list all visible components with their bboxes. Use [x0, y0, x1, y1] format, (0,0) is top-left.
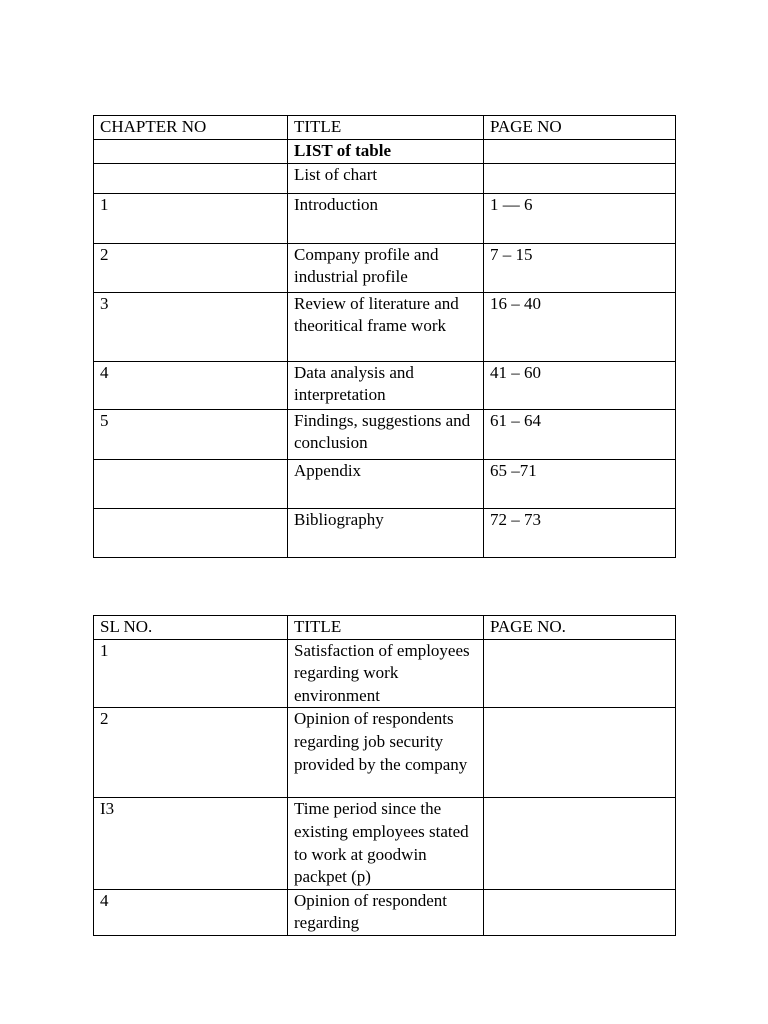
title-cell: Opinion of respondents regarding job security provided by the company: [288, 708, 484, 798]
title-cell: Appendix: [288, 459, 484, 508]
chapter-cell: [94, 459, 288, 508]
column-header: PAGE NO: [484, 116, 676, 140]
title-cell: LIST of table: [288, 140, 484, 164]
table-header-row: [94, 116, 676, 140]
column-header: TITLE: [288, 616, 484, 640]
chapter-cell: 3: [94, 292, 288, 361]
title-cell: Company profile and industrial profile: [288, 243, 484, 292]
page-cell: 7 – 15: [484, 243, 676, 292]
column-header: TITLE: [288, 116, 484, 140]
page-cell: [484, 163, 676, 193]
chapter-cell: [94, 140, 288, 164]
title-cell: List of chart: [288, 163, 484, 193]
page-cell: [484, 889, 676, 935]
list-of-tables-table: [93, 615, 676, 936]
sl-cell: I3: [94, 798, 288, 889]
table-row: [94, 163, 676, 193]
page-cell: 41 – 60: [484, 361, 676, 409]
page-cell: [484, 798, 676, 889]
chapter-cell: [94, 508, 288, 557]
contents-table: [93, 115, 676, 558]
page-cell: 1 — 6: [484, 193, 676, 243]
page-cell: [484, 708, 676, 798]
title-cell: Data analysis and interpretation: [288, 361, 484, 409]
sl-cell: 4: [94, 889, 288, 935]
column-header: CHAPTER NO: [94, 116, 288, 140]
sl-cell: 2: [94, 708, 288, 798]
table-row: [94, 409, 676, 459]
chapter-cell: 5: [94, 409, 288, 459]
title-cell: Bibliography: [288, 508, 484, 557]
title-cell: Time period since the existing employees stated to work at goodwin packpet (p): [288, 798, 484, 889]
table-header-row: [94, 616, 676, 640]
chapter-cell: 2: [94, 243, 288, 292]
title-cell: Opinion of respondent regarding: [288, 889, 484, 935]
column-header: PAGE NO.: [484, 616, 676, 640]
table-row: [94, 361, 676, 409]
page-cell: [484, 140, 676, 164]
table-row: [94, 292, 676, 361]
page-cell: 65 –71: [484, 459, 676, 508]
chapter-cell: [94, 163, 288, 193]
title-cell: Findings, suggestions and conclusion: [288, 409, 484, 459]
table-row: [94, 708, 676, 798]
title-cell: Review of literature and theoritical frame work: [288, 292, 484, 361]
table-row: [94, 193, 676, 243]
table-row: [94, 508, 676, 557]
table-row: [94, 243, 676, 292]
table-row: [94, 459, 676, 508]
column-header: SL NO.: [94, 616, 288, 640]
table-row: [94, 889, 676, 935]
table-row: [94, 798, 676, 889]
chapter-cell: 4: [94, 361, 288, 409]
title-cell: Satisfaction of employees regarding work environment: [288, 639, 484, 708]
title-cell: Introduction: [288, 193, 484, 243]
table-row: [94, 140, 676, 164]
page-cell: 72 – 73: [484, 508, 676, 557]
page-cell: [484, 639, 676, 708]
chapter-cell: 1: [94, 193, 288, 243]
page-cell: 61 – 64: [484, 409, 676, 459]
table-row: [94, 639, 676, 708]
page-cell: 16 – 40: [484, 292, 676, 361]
sl-cell: 1: [94, 639, 288, 708]
